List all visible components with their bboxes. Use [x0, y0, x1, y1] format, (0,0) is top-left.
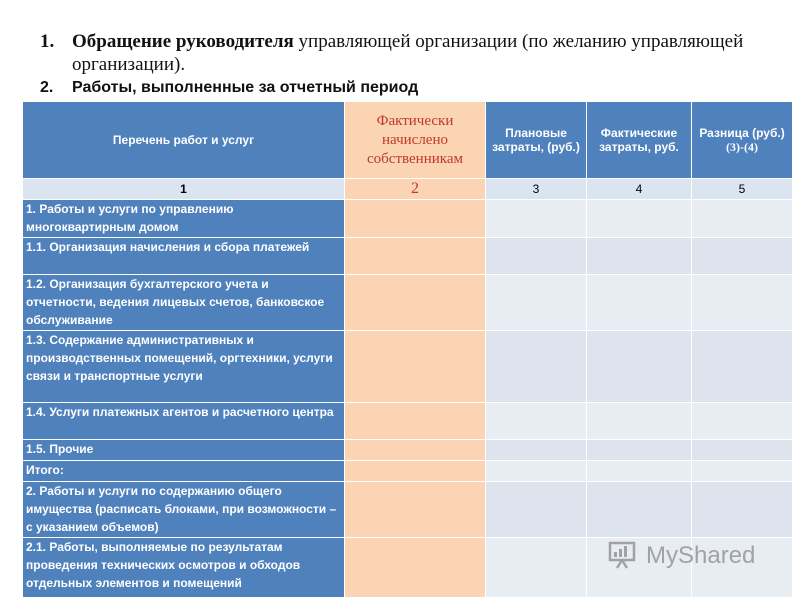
- cell-difference[interactable]: [692, 440, 793, 461]
- watermark-label: MyShared: [646, 542, 756, 569]
- row-label: 1.5. Прочие: [23, 440, 345, 461]
- header-works: Перечень работ и услуг: [23, 102, 345, 179]
- row-label: 1.2. Организация бухгалтерского учета и отчетности, ведения лицевых счетов, банковское обслуживание: [23, 275, 345, 331]
- cell-planned[interactable]: [486, 200, 587, 238]
- intro-item-1-rest: управляющей организации (по желанию управляющей организации).: [72, 31, 744, 75]
- cell-actual-charged[interactable]: [345, 403, 486, 440]
- cell-difference[interactable]: [692, 275, 793, 331]
- row-label: 1. Работы и услуги по управлению многоквартирным домом: [23, 200, 345, 238]
- cell-actual-costs[interactable]: [587, 275, 692, 331]
- cell-actual-costs[interactable]: [587, 403, 692, 440]
- watermark: [608, 537, 778, 573]
- column-number-row: [23, 179, 793, 200]
- intro-section: [40, 30, 760, 98]
- cell-actual-costs[interactable]: [587, 200, 692, 238]
- intro-item-2-number: 2.: [40, 79, 54, 96]
- row-label: 1.4. Услуги платежных агентов и расчетного центра: [23, 403, 345, 440]
- intro-item-1-text: [72, 30, 760, 76]
- cell-planned[interactable]: [486, 238, 587, 275]
- cell-planned[interactable]: [486, 331, 587, 403]
- table-row: [23, 482, 793, 538]
- watermark-text: [646, 539, 776, 571]
- table-row: [23, 440, 793, 461]
- cell-planned[interactable]: [486, 403, 587, 440]
- row-label: 2.1. Работы, выполняемые по результатам проведения технических осмотров и обходов отдельных элементов и помещений: [23, 538, 345, 598]
- table-row: [23, 238, 793, 275]
- intro-item-1-bold: Обращение руководителя: [72, 31, 294, 52]
- header-planned: Плановые затраты, (руб.): [486, 102, 587, 179]
- header-difference-label: Разница (руб.): [699, 125, 785, 140]
- cell-difference[interactable]: [692, 403, 793, 440]
- header-actual-charged: Фактически начислено собственникам: [345, 102, 486, 179]
- column-number: 1: [23, 179, 345, 200]
- cell-planned[interactable]: [486, 538, 587, 598]
- cell-actual-costs[interactable]: [587, 238, 692, 275]
- cell-actual-charged[interactable]: [345, 440, 486, 461]
- column-number: 3: [486, 179, 587, 200]
- cell-difference[interactable]: [692, 238, 793, 275]
- table-row-total: [23, 461, 793, 482]
- row-label: 1.3. Содержание административных и производственных помещений, оргтехники, услуги связи и транспортные услуги: [23, 331, 345, 403]
- cell-planned[interactable]: [486, 482, 587, 538]
- row-label: Итого:: [23, 461, 345, 482]
- cell-actual-charged[interactable]: [345, 200, 486, 238]
- intro-item-1-number: 1.: [40, 31, 55, 52]
- table-row: [23, 200, 793, 238]
- intro-item-2-text: Работы, выполненные за отчетный период: [72, 79, 419, 96]
- works-table: [22, 101, 793, 598]
- cell-actual-charged[interactable]: [345, 275, 486, 331]
- cell-actual-costs[interactable]: [587, 461, 692, 482]
- row-label: 2. Работы и услуги по содержанию общего имущества (расписать блоками, при возможности – с указанием объемов): [23, 482, 345, 538]
- cell-difference[interactable]: [692, 331, 793, 403]
- header-difference-formula: (3)-(4): [726, 139, 758, 154]
- table-row: [23, 403, 793, 440]
- table-header-row: [23, 102, 793, 179]
- intro-item-1: [40, 30, 760, 76]
- row-label: 1.1. Организация начисления и сбора платежей: [23, 238, 345, 275]
- cell-planned[interactable]: [486, 440, 587, 461]
- presentation-icon: [608, 540, 640, 570]
- cell-actual-charged[interactable]: [345, 538, 486, 598]
- intro-item-2: [40, 78, 760, 98]
- header-actual-costs: Фактические затраты, руб.: [587, 102, 692, 179]
- cell-difference[interactable]: [692, 461, 793, 482]
- cell-planned[interactable]: [486, 275, 587, 331]
- cell-actual-charged[interactable]: [345, 482, 486, 538]
- column-number: 2: [345, 179, 486, 200]
- cell-actual-costs[interactable]: [587, 440, 692, 461]
- cell-actual-charged[interactable]: [345, 238, 486, 275]
- table-row: [23, 331, 793, 403]
- cell-planned[interactable]: [486, 461, 587, 482]
- cell-difference[interactable]: [692, 200, 793, 238]
- cell-actual-costs[interactable]: [587, 331, 692, 403]
- cell-actual-costs[interactable]: [587, 482, 692, 538]
- cell-actual-charged[interactable]: [345, 331, 486, 403]
- header-difference: [692, 102, 793, 179]
- cell-difference[interactable]: [692, 482, 793, 538]
- table-row: [23, 275, 793, 331]
- column-number: 4: [587, 179, 692, 200]
- column-number: 5: [692, 179, 793, 200]
- cell-actual-charged[interactable]: [345, 461, 486, 482]
